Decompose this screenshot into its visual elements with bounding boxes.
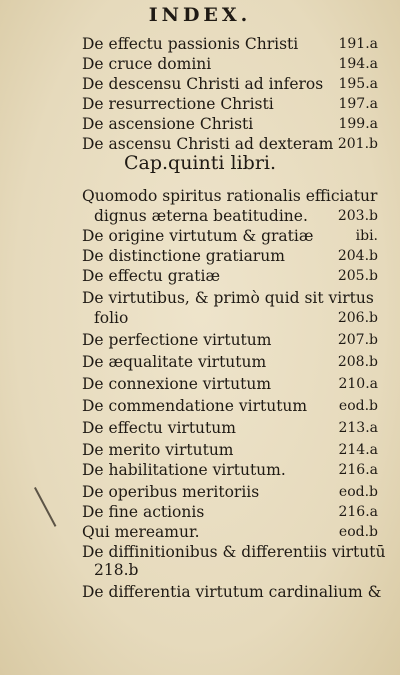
entry-title: De ascensione Christi — [82, 115, 254, 133]
index-entry — [82, 396, 378, 416]
index-entry — [82, 418, 378, 438]
entry-page: 197.a — [338, 96, 378, 112]
entry-title: De diffinitionibus & differentiis virtutū — [82, 543, 386, 561]
entry-page: 195.a — [338, 76, 378, 92]
entry-title: De perfectione virtutum — [82, 331, 272, 349]
entry-title: De effectu passionis Christi — [82, 35, 299, 53]
index-entry — [82, 522, 378, 542]
entry-title: De æqualitate virtutum — [82, 353, 267, 371]
entry-page: 205.b — [337, 268, 378, 284]
entry-title: De descensu Christi ad inferos — [82, 75, 324, 93]
index-entry — [82, 542, 386, 562]
entry-page: 208.b — [337, 354, 378, 370]
index-entry — [82, 582, 382, 602]
entry-page: 213.a — [338, 420, 378, 436]
entry-title: De commendatione virtutum — [82, 397, 308, 415]
index-entry — [82, 186, 378, 206]
index-entry — [82, 54, 378, 74]
entry-title: De differentia virtutum cardinalium & — [82, 583, 382, 601]
entry-title: De origine virtutum & gratiæ — [82, 227, 314, 245]
entry-page: 199.a — [338, 116, 378, 132]
index-entry — [82, 502, 378, 522]
entry-page: 206.b — [337, 310, 378, 326]
entry-title: folio — [94, 309, 129, 327]
index-entry — [82, 440, 378, 460]
index-entry — [82, 482, 378, 502]
index-entry-continuation — [82, 308, 378, 328]
entry-title: De distinctione gratiarum — [82, 247, 285, 265]
index-entry — [82, 134, 378, 154]
index-entry — [82, 94, 378, 114]
entry-title: De effectu virtutum — [82, 419, 236, 437]
index-entry — [82, 460, 378, 480]
index-entry — [82, 266, 378, 286]
entry-title: De operibus meritoriis — [82, 483, 260, 501]
entry-page: 207.b — [337, 332, 378, 348]
page-header: INDEX. — [148, 4, 252, 26]
entry-page: 204.b — [337, 248, 378, 264]
entry-title: De merito virtutum — [82, 441, 234, 459]
entry-page: 210.a — [338, 376, 378, 392]
entry-page: ibi. — [355, 228, 378, 244]
entry-title: Qui mereamur. — [82, 523, 200, 541]
entry-title: De connexione virtutum — [82, 375, 272, 393]
entry-title: dignus æterna beatitudine. — [94, 207, 308, 225]
index-entry — [82, 288, 378, 308]
entry-title: 218.b — [94, 561, 139, 579]
index-entry — [82, 226, 378, 246]
entry-title: Quomodo spiritus rationalis efficiatur — [82, 187, 378, 205]
index-entry — [82, 330, 378, 350]
index-entry — [82, 74, 378, 94]
entry-page: 194.a — [338, 56, 378, 72]
index-entry-continuation — [82, 560, 378, 580]
entry-page: 214.a — [338, 442, 378, 458]
margin-pen-mark — [34, 487, 56, 527]
entry-page: 216.a — [338, 504, 378, 520]
entry-page: 191.a — [338, 36, 378, 52]
index-entry — [82, 352, 378, 372]
index-entry — [82, 246, 378, 266]
entry-page: eod.b — [338, 484, 378, 500]
index-entry — [82, 114, 378, 134]
entry-title: De effectu gratiæ — [82, 267, 221, 285]
index-entry — [82, 34, 378, 54]
entry-title: De virtutibus, & primò quid sit virtus — [82, 289, 374, 307]
entry-page: eod.b — [338, 524, 378, 540]
entry-title: De cruce domini — [82, 55, 212, 73]
entry-page: eod.b — [338, 398, 378, 414]
index-entry-continuation — [82, 206, 378, 226]
entry-page: 201.b — [337, 136, 378, 152]
entry-title: De resurrectione Christi — [82, 95, 274, 113]
entry-title: De habilitatione virtutum. — [82, 461, 286, 479]
section-title: Cap.quinti libri. — [123, 152, 277, 174]
entry-title: De fine actionis — [82, 503, 205, 521]
entry-page: 203.b — [337, 208, 378, 224]
entry-title: De ascensu Christi ad dexteram — [82, 135, 334, 153]
index-entry — [82, 374, 378, 394]
entry-page: 216.a — [338, 462, 378, 478]
